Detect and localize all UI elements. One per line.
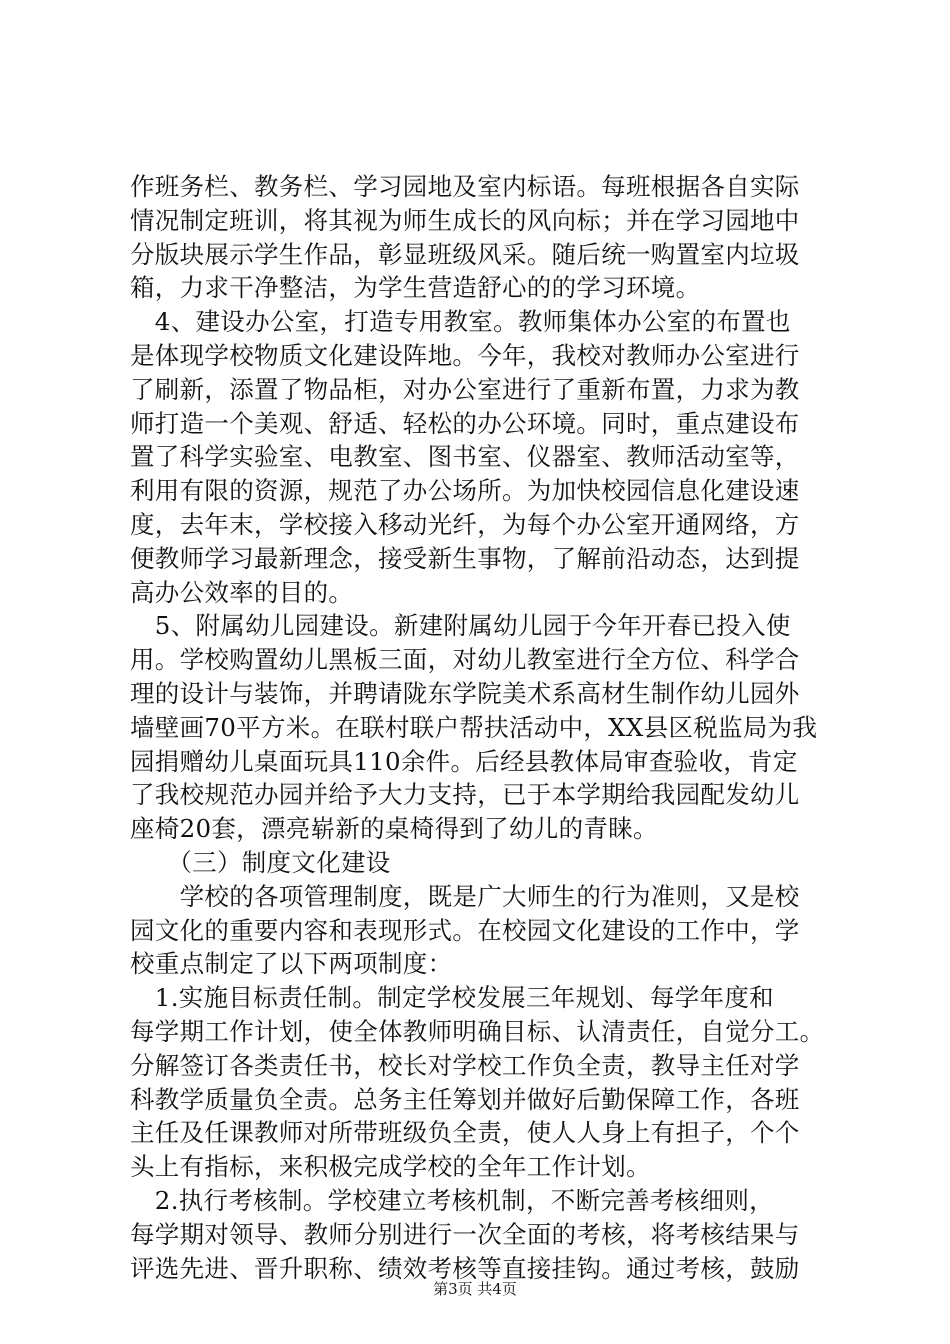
text-line: 4、建设办公室，打造专用教室。教师集体办公室的布置也 — [130, 307, 791, 337]
text-line: 理的设计与装饰，并聘请陇东学院美术系高材生制作幼儿园外 — [130, 678, 800, 708]
text-line: 主任及任课教师对所带班级负全责，使人人身上有担子，个个 — [130, 1118, 800, 1148]
text-line: 置了科学实验室、电教室、图书室、仪器室、教师活动室等， — [130, 442, 800, 472]
text-line: 墙壁画70平方米。在联村联户帮扶活动中，XX县区税监局为我 — [130, 712, 818, 742]
text-line: 园捐赠幼儿桌面玩具110余件。后经县教体局审查验收，肯定 — [130, 746, 798, 776]
text-line: 利用有限的资源，规范了办公场所。为加快校园信息化建设速 — [130, 476, 800, 506]
text-line: 头上有指标，来积极完成学校的全年工作计划。 — [130, 1152, 651, 1182]
text-line: 用。学校购置幼儿黑板三面，对幼儿教室进行全方位、科学合 — [130, 645, 800, 675]
text-line: 师打造一个美观、舒适、轻松的办公环境。同时，重点建设布 — [130, 408, 800, 438]
text-line: 作班务栏、教务栏、学习园地及室内标语。每班根据各自实际 — [130, 172, 800, 201]
text-line: 情况制定班训，将其视为师生成长的风向标；并在学习园地中 — [130, 205, 800, 235]
text-line: 高办公效率的目的。 — [130, 577, 354, 607]
text-line: 学校的各项管理制度，既是广大师生的行为准则，又是校 — [130, 881, 800, 911]
text-line: 是体现学校物质文化建设阵地。今年，我校对教师办公室进行 — [130, 340, 800, 370]
text-line: 座椅20套，漂亮崭新的桌椅得到了幼儿的青睐。 — [130, 814, 658, 844]
text-line: 分版块展示学生作品，彰显班级风采。随后统一购置室内垃圾 — [130, 239, 800, 269]
text-line: 便教师学习最新理念，接受新生事物，了解前沿动态，达到提 — [130, 543, 800, 573]
text-line: 园文化的重要内容和表现形式。在校园文化建设的工作中，学 — [130, 915, 800, 945]
text-line: 每学期对领导、教师分别进行一次全面的考核，将考核结果与 — [130, 1219, 800, 1249]
text-line: 每学期工作计划，使全体教师明确目标、认清责任，自觉分工。 — [130, 1016, 825, 1046]
document-body — [130, 170, 830, 1285]
text-line: 评选先进、晋升职称、绩效考核等直接挂钩。通过考核，鼓励 — [130, 1253, 800, 1283]
text-line: 科教学质量负全责。总务主任筹划并做好后勤保障工作，各班 — [130, 1084, 800, 1114]
text-line: 了我校规范办园并给予大力支持，已于本学期给我园配发幼儿 — [130, 780, 800, 810]
text-line: 5、附属幼儿园建设。新建附属幼儿园于今年开春已投入使 — [130, 611, 791, 641]
text-line: 度，去年末，学校接入移动光纤，为每个办公室开通网络，方 — [130, 509, 800, 539]
section-heading: （三）制度文化建设 — [130, 847, 391, 877]
text-line: 分解签订各类责任书，校长对学校工作负全责，教导主任对学 — [130, 1050, 800, 1080]
text-line: 2.执行考核制。学校建立考核机制，不断完善考核细则， — [130, 1185, 774, 1215]
page-number-footer: 第3页 共4页 — [433, 1280, 517, 1298]
text-line: 校重点制定了以下两项制度： — [130, 949, 453, 979]
text-line: 1.实施目标责任制。制定学校发展三年规划、每学年度和 — [130, 983, 774, 1013]
text-line: 箱，力求干净整洁，为学生营造舒心的的学习环境。 — [130, 273, 701, 303]
text-line: 了刷新，添置了物品柜，对办公室进行了重新布置，力求为教 — [130, 374, 800, 404]
